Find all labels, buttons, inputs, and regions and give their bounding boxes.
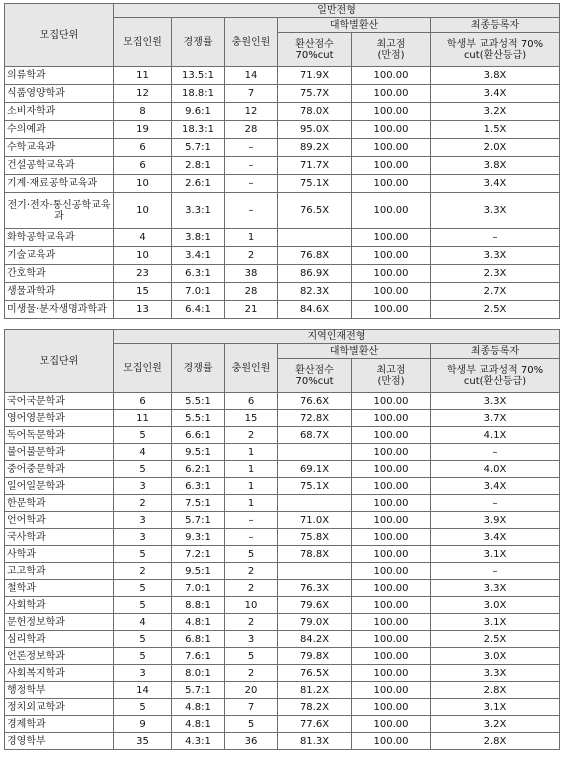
quota-cell: 10 bbox=[114, 193, 172, 229]
table-row bbox=[5, 444, 560, 461]
ratio-cell: 7.0:1 bbox=[172, 283, 225, 301]
grade-cut-cell: 3.0X bbox=[431, 597, 560, 614]
extra-cell: 1 bbox=[225, 495, 278, 512]
quota-cell: 10 bbox=[114, 247, 172, 265]
table-row bbox=[5, 427, 560, 444]
quota-cell: 8 bbox=[114, 103, 172, 121]
extra-cell: – bbox=[225, 139, 278, 157]
ratio-cell: 7.2:1 bbox=[172, 546, 225, 563]
admission-table-general bbox=[4, 3, 560, 319]
quota-cell: 5 bbox=[114, 631, 172, 648]
department-cell: 기술교육과 bbox=[5, 247, 114, 265]
table-row bbox=[5, 139, 560, 157]
ratio-cell: 9.5:1 bbox=[172, 444, 225, 461]
quota-cell: 4 bbox=[114, 614, 172, 631]
quota-cell: 13 bbox=[114, 301, 172, 319]
score-cut-cell: 76.8X bbox=[278, 247, 352, 265]
grade-cut-cell: 2.7X bbox=[431, 283, 560, 301]
extra-cell: 15 bbox=[225, 410, 278, 427]
score-cut-cell bbox=[278, 563, 352, 580]
grade-cut-cell: 3.4X bbox=[431, 85, 560, 103]
grade-cut-cell: 3.3X bbox=[431, 193, 560, 229]
grade-cut-cell: 3.2X bbox=[431, 103, 560, 121]
department-cell: 전기·전자·통신공학교육과 bbox=[5, 193, 114, 229]
ratio-cell: 3.3:1 bbox=[172, 193, 225, 229]
ratio-cell: 18.8:1 bbox=[172, 85, 225, 103]
extra-cell: – bbox=[225, 175, 278, 193]
extra-cell: 5 bbox=[225, 648, 278, 665]
extra-cell: – bbox=[225, 193, 278, 229]
max-score-cell: 100.00 bbox=[352, 529, 431, 546]
ratio-cell: 18.3:1 bbox=[172, 121, 225, 139]
extra-header: 충원인원 bbox=[225, 18, 278, 67]
ratio-header: 경쟁률 bbox=[172, 18, 225, 67]
ratio-cell: 5.5:1 bbox=[172, 410, 225, 427]
department-cell: 소비자학과 bbox=[5, 103, 114, 121]
extra-cell: 10 bbox=[225, 597, 278, 614]
department-cell: 건설공학교육과 bbox=[5, 157, 114, 175]
department-cell: 수학교육과 bbox=[5, 139, 114, 157]
grade-cut-cell: 3.9X bbox=[431, 512, 560, 529]
grade-cut-cell: 3.3X bbox=[431, 247, 560, 265]
ratio-header: 경쟁률 bbox=[172, 344, 225, 393]
grade-cut-cell: 3.3X bbox=[431, 665, 560, 682]
max-score-cell: 100.00 bbox=[352, 229, 431, 247]
extra-cell: 5 bbox=[225, 716, 278, 733]
max-score-cell: 100.00 bbox=[352, 139, 431, 157]
score-cut-cell: 71.0X bbox=[278, 512, 352, 529]
extra-cell: 1 bbox=[225, 444, 278, 461]
table-row bbox=[5, 682, 560, 699]
table-title: 일반전형 bbox=[114, 4, 560, 18]
ratio-cell: 2.6:1 bbox=[172, 175, 225, 193]
conversion-group-header: 대학별환산 bbox=[278, 18, 431, 33]
score-cut-cell: 81.3X bbox=[278, 733, 352, 750]
department-cell: 중어중문학과 bbox=[5, 461, 114, 478]
department-cell: 일어일문학과 bbox=[5, 478, 114, 495]
table-title: 지역인재전형 bbox=[114, 330, 560, 344]
max-score-cell: 100.00 bbox=[352, 103, 431, 121]
max-score-cell: 100.00 bbox=[352, 682, 431, 699]
table-row bbox=[5, 85, 560, 103]
table-row bbox=[5, 716, 560, 733]
table-row bbox=[5, 461, 560, 478]
quota-cell: 5 bbox=[114, 580, 172, 597]
table-row bbox=[5, 67, 560, 85]
max-score-cell: 100.00 bbox=[352, 410, 431, 427]
score-cut-cell: 76.6X bbox=[278, 393, 352, 410]
extra-cell: 20 bbox=[225, 682, 278, 699]
quota-cell: 12 bbox=[114, 85, 172, 103]
max-score-cell: 100.00 bbox=[352, 175, 431, 193]
score-cut-cell: 75.1X bbox=[278, 175, 352, 193]
department-cell: 미생물·분자생명과학과 bbox=[5, 301, 114, 319]
extra-cell: 1 bbox=[225, 478, 278, 495]
ratio-cell: 6.3:1 bbox=[172, 265, 225, 283]
score-cut-cell: 84.2X bbox=[278, 631, 352, 648]
table-row bbox=[5, 597, 560, 614]
department-cell: 식품영양학과 bbox=[5, 85, 114, 103]
table-row bbox=[5, 631, 560, 648]
grade-cut-cell: 3.4X bbox=[431, 478, 560, 495]
department-cell: 독어독문학과 bbox=[5, 427, 114, 444]
table-row bbox=[5, 283, 560, 301]
score-cut-cell: 72.8X bbox=[278, 410, 352, 427]
department-cell: 경제학과 bbox=[5, 716, 114, 733]
score-cut-header: 환산점수 70%cut bbox=[278, 359, 352, 393]
quota-cell: 23 bbox=[114, 265, 172, 283]
max-score-cell: 100.00 bbox=[352, 461, 431, 478]
quota-cell: 6 bbox=[114, 157, 172, 175]
grade-cut-cell: 3.8X bbox=[431, 67, 560, 85]
quota-cell: 6 bbox=[114, 139, 172, 157]
department-cell: 기계·재료공학교육과 bbox=[5, 175, 114, 193]
ratio-cell: 6.6:1 bbox=[172, 427, 225, 444]
table-row bbox=[5, 495, 560, 512]
extra-cell: 21 bbox=[225, 301, 278, 319]
max-score-cell: 100.00 bbox=[352, 193, 431, 229]
ratio-cell: 9.5:1 bbox=[172, 563, 225, 580]
score-cut-cell: 75.1X bbox=[278, 478, 352, 495]
department-cell: 정치외교학과 bbox=[5, 699, 114, 716]
quota-header: 모집인원 bbox=[114, 18, 172, 67]
quota-cell: 6 bbox=[114, 393, 172, 410]
extra-cell: 14 bbox=[225, 67, 278, 85]
grade-cut-header: 학생부 교과성적 70% cut(환산등급) bbox=[431, 359, 560, 393]
extra-cell: 2 bbox=[225, 614, 278, 631]
score-cut-cell: 78.2X bbox=[278, 699, 352, 716]
score-cut-cell: 69.1X bbox=[278, 461, 352, 478]
table-row bbox=[5, 193, 560, 229]
department-cell: 철학과 bbox=[5, 580, 114, 597]
department-cell: 고고학과 bbox=[5, 563, 114, 580]
table-row bbox=[5, 121, 560, 139]
score-cut-cell: 79.8X bbox=[278, 648, 352, 665]
extra-cell: 1 bbox=[225, 461, 278, 478]
quota-cell: 3 bbox=[114, 529, 172, 546]
extra-cell: 7 bbox=[225, 85, 278, 103]
quota-cell: 5 bbox=[114, 546, 172, 563]
max-score-header: 최고점 (만점) bbox=[352, 359, 431, 393]
max-score-cell: 100.00 bbox=[352, 283, 431, 301]
table-row bbox=[5, 580, 560, 597]
score-cut-cell: 75.8X bbox=[278, 529, 352, 546]
department-cell: 의류학과 bbox=[5, 67, 114, 85]
quota-header: 모집인원 bbox=[114, 344, 172, 393]
ratio-cell: 2.8:1 bbox=[172, 157, 225, 175]
ratio-cell: 6.4:1 bbox=[172, 301, 225, 319]
grade-cut-cell: 3.8X bbox=[431, 157, 560, 175]
score-cut-cell: 76.3X bbox=[278, 580, 352, 597]
ratio-cell: 5.7:1 bbox=[172, 139, 225, 157]
score-cut-cell bbox=[278, 495, 352, 512]
grade-cut-cell: 3.7X bbox=[431, 410, 560, 427]
score-cut-cell bbox=[278, 444, 352, 461]
grade-cut-cell: 3.3X bbox=[431, 580, 560, 597]
quota-cell: 11 bbox=[114, 67, 172, 85]
max-score-cell: 100.00 bbox=[352, 563, 431, 580]
max-score-cell: 100.00 bbox=[352, 716, 431, 733]
department-cell: 사학과 bbox=[5, 546, 114, 563]
grade-cut-cell: 3.2X bbox=[431, 716, 560, 733]
ratio-cell: 3.8:1 bbox=[172, 229, 225, 247]
max-score-cell: 100.00 bbox=[352, 512, 431, 529]
department-cell: 불어불문학과 bbox=[5, 444, 114, 461]
score-cut-cell bbox=[278, 229, 352, 247]
extra-cell: – bbox=[225, 529, 278, 546]
grade-cut-cell: 3.1X bbox=[431, 546, 560, 563]
extra-cell: 38 bbox=[225, 265, 278, 283]
max-score-cell: 100.00 bbox=[352, 444, 431, 461]
ratio-cell: 6.8:1 bbox=[172, 631, 225, 648]
department-cell: 생물과학과 bbox=[5, 283, 114, 301]
ratio-cell: 7.6:1 bbox=[172, 648, 225, 665]
grade-cut-cell: 2.8X bbox=[431, 733, 560, 750]
ratio-cell: 7.0:1 bbox=[172, 580, 225, 597]
score-cut-cell: 86.9X bbox=[278, 265, 352, 283]
quota-cell: 5 bbox=[114, 648, 172, 665]
table-row bbox=[5, 529, 560, 546]
extra-cell: 28 bbox=[225, 121, 278, 139]
table-row bbox=[5, 247, 560, 265]
ratio-cell: 4.8:1 bbox=[172, 614, 225, 631]
score-cut-cell: 95.0X bbox=[278, 121, 352, 139]
grade-cut-cell: 3.1X bbox=[431, 614, 560, 631]
max-score-cell: 100.00 bbox=[352, 67, 431, 85]
department-cell: 국어국문학과 bbox=[5, 393, 114, 410]
max-score-cell: 100.00 bbox=[352, 478, 431, 495]
quota-cell: 5 bbox=[114, 427, 172, 444]
score-cut-cell: 71.9X bbox=[278, 67, 352, 85]
conversion-group-header: 대학별환산 bbox=[278, 344, 431, 359]
grade-cut-cell: 3.4X bbox=[431, 529, 560, 546]
table-row bbox=[5, 665, 560, 682]
grade-cut-cell: 2.0X bbox=[431, 139, 560, 157]
ratio-cell: 8.0:1 bbox=[172, 665, 225, 682]
final-enrollee-header: 최종등록자 bbox=[431, 18, 560, 33]
extra-cell: 6 bbox=[225, 393, 278, 410]
score-cut-cell: 76.5X bbox=[278, 193, 352, 229]
score-cut-cell: 81.2X bbox=[278, 682, 352, 699]
quota-cell: 14 bbox=[114, 682, 172, 699]
department-cell: 사회학과 bbox=[5, 597, 114, 614]
department-cell: 문헌정보학과 bbox=[5, 614, 114, 631]
grade-cut-header: 학생부 교과성적 70% cut(환산등급) bbox=[431, 33, 560, 67]
grade-cut-cell: 3.0X bbox=[431, 648, 560, 665]
score-cut-cell: 84.6X bbox=[278, 301, 352, 319]
grade-cut-cell: 3.4X bbox=[431, 175, 560, 193]
department-cell: 사회복지학과 bbox=[5, 665, 114, 682]
table-row bbox=[5, 699, 560, 716]
quota-cell: 3 bbox=[114, 478, 172, 495]
ratio-cell: 6.3:1 bbox=[172, 478, 225, 495]
max-score-cell: 100.00 bbox=[352, 301, 431, 319]
quota-cell: 4 bbox=[114, 444, 172, 461]
max-score-cell: 100.00 bbox=[352, 614, 431, 631]
score-cut-cell: 79.6X bbox=[278, 597, 352, 614]
max-score-cell: 100.00 bbox=[352, 495, 431, 512]
table-row bbox=[5, 546, 560, 563]
quota-cell: 10 bbox=[114, 175, 172, 193]
ratio-cell: 5.7:1 bbox=[172, 512, 225, 529]
quota-cell: 19 bbox=[114, 121, 172, 139]
score-cut-cell: 78.8X bbox=[278, 546, 352, 563]
department-cell: 언론정보학과 bbox=[5, 648, 114, 665]
department-cell: 국사학과 bbox=[5, 529, 114, 546]
grade-cut-cell: – bbox=[431, 229, 560, 247]
ratio-cell: 4.8:1 bbox=[172, 716, 225, 733]
max-score-cell: 100.00 bbox=[352, 247, 431, 265]
ratio-cell: 7.5:1 bbox=[172, 495, 225, 512]
extra-cell: 2 bbox=[225, 580, 278, 597]
table-row bbox=[5, 393, 560, 410]
table-row bbox=[5, 648, 560, 665]
grade-cut-cell: 2.5X bbox=[431, 301, 560, 319]
quota-cell: 5 bbox=[114, 461, 172, 478]
score-cut-header: 환산점수 70%cut bbox=[278, 33, 352, 67]
department-cell: 간호학과 bbox=[5, 265, 114, 283]
extra-cell: 28 bbox=[225, 283, 278, 301]
department-cell: 심리학과 bbox=[5, 631, 114, 648]
grade-cut-cell: – bbox=[431, 444, 560, 461]
department-cell: 경영학부 bbox=[5, 733, 114, 750]
max-score-cell: 100.00 bbox=[352, 157, 431, 175]
quota-cell: 5 bbox=[114, 699, 172, 716]
unit-header: 모집단위 bbox=[5, 4, 114, 67]
extra-cell: 2 bbox=[225, 427, 278, 444]
ratio-cell: 4.8:1 bbox=[172, 699, 225, 716]
grade-cut-cell: 4.0X bbox=[431, 461, 560, 478]
quota-cell: 3 bbox=[114, 512, 172, 529]
score-cut-cell: 75.7X bbox=[278, 85, 352, 103]
table-row bbox=[5, 614, 560, 631]
max-score-cell: 100.00 bbox=[352, 665, 431, 682]
ratio-cell: 13.5:1 bbox=[172, 67, 225, 85]
max-score-cell: 100.00 bbox=[352, 733, 431, 750]
table-row bbox=[5, 301, 560, 319]
max-score-cell: 100.00 bbox=[352, 631, 431, 648]
grade-cut-cell: 4.1X bbox=[431, 427, 560, 444]
quota-cell: 15 bbox=[114, 283, 172, 301]
table-row bbox=[5, 410, 560, 427]
department-cell: 언어학과 bbox=[5, 512, 114, 529]
max-score-cell: 100.00 bbox=[352, 699, 431, 716]
quota-cell: 11 bbox=[114, 410, 172, 427]
extra-cell: 5 bbox=[225, 546, 278, 563]
table-row bbox=[5, 563, 560, 580]
extra-header: 충원인원 bbox=[225, 344, 278, 393]
ratio-cell: 8.8:1 bbox=[172, 597, 225, 614]
extra-cell: 1 bbox=[225, 229, 278, 247]
grade-cut-cell: 3.1X bbox=[431, 699, 560, 716]
final-enrollee-header: 최종등록자 bbox=[431, 344, 560, 359]
ratio-cell: 5.5:1 bbox=[172, 393, 225, 410]
score-cut-cell: 79.0X bbox=[278, 614, 352, 631]
ratio-cell: 3.4:1 bbox=[172, 247, 225, 265]
table-row bbox=[5, 175, 560, 193]
max-score-header: 최고점 (만점) bbox=[352, 33, 431, 67]
score-cut-cell: 77.6X bbox=[278, 716, 352, 733]
quota-cell: 2 bbox=[114, 563, 172, 580]
ratio-cell: 5.7:1 bbox=[172, 682, 225, 699]
department-cell: 화학공학교육과 bbox=[5, 229, 114, 247]
grade-cut-cell: – bbox=[431, 563, 560, 580]
table-row bbox=[5, 103, 560, 121]
score-cut-cell: 82.3X bbox=[278, 283, 352, 301]
max-score-cell: 100.00 bbox=[352, 597, 431, 614]
score-cut-cell: 68.7X bbox=[278, 427, 352, 444]
score-cut-cell: 89.2X bbox=[278, 139, 352, 157]
unit-header: 모집단위 bbox=[5, 330, 114, 393]
ratio-cell: 9.6:1 bbox=[172, 103, 225, 121]
admission-table-regional bbox=[4, 329, 560, 750]
max-score-cell: 100.00 bbox=[352, 85, 431, 103]
quota-cell: 4 bbox=[114, 229, 172, 247]
max-score-cell: 100.00 bbox=[352, 427, 431, 444]
score-cut-cell: 76.5X bbox=[278, 665, 352, 682]
ratio-cell: 6.2:1 bbox=[172, 461, 225, 478]
extra-cell: 7 bbox=[225, 699, 278, 716]
table-row bbox=[5, 512, 560, 529]
grade-cut-cell: 2.5X bbox=[431, 631, 560, 648]
table-row bbox=[5, 229, 560, 247]
department-cell: 한문학과 bbox=[5, 495, 114, 512]
extra-cell: – bbox=[225, 157, 278, 175]
max-score-cell: 100.00 bbox=[352, 546, 431, 563]
extra-cell: 2 bbox=[225, 247, 278, 265]
quota-cell: 5 bbox=[114, 597, 172, 614]
quota-cell: 3 bbox=[114, 665, 172, 682]
max-score-cell: 100.00 bbox=[352, 265, 431, 283]
extra-cell: 12 bbox=[225, 103, 278, 121]
extra-cell: 2 bbox=[225, 563, 278, 580]
table-row bbox=[5, 478, 560, 495]
quota-cell: 35 bbox=[114, 733, 172, 750]
max-score-cell: 100.00 bbox=[352, 648, 431, 665]
max-score-cell: 100.00 bbox=[352, 580, 431, 597]
quota-cell: 9 bbox=[114, 716, 172, 733]
score-cut-cell: 71.7X bbox=[278, 157, 352, 175]
extra-cell: 3 bbox=[225, 631, 278, 648]
department-cell: 수의예과 bbox=[5, 121, 114, 139]
extra-cell: 2 bbox=[225, 665, 278, 682]
grade-cut-cell: 2.8X bbox=[431, 682, 560, 699]
department-cell: 영어영문학과 bbox=[5, 410, 114, 427]
table-row bbox=[5, 733, 560, 750]
grade-cut-cell: 1.5X bbox=[431, 121, 560, 139]
extra-cell: – bbox=[225, 512, 278, 529]
table-row bbox=[5, 157, 560, 175]
quota-cell: 2 bbox=[114, 495, 172, 512]
department-cell: 행정학부 bbox=[5, 682, 114, 699]
max-score-cell: 100.00 bbox=[352, 393, 431, 410]
max-score-cell: 100.00 bbox=[352, 121, 431, 139]
grade-cut-cell: – bbox=[431, 495, 560, 512]
table-row bbox=[5, 265, 560, 283]
extra-cell: 36 bbox=[225, 733, 278, 750]
ratio-cell: 4.3:1 bbox=[172, 733, 225, 750]
ratio-cell: 9.3:1 bbox=[172, 529, 225, 546]
grade-cut-cell: 2.3X bbox=[431, 265, 560, 283]
grade-cut-cell: 3.3X bbox=[431, 393, 560, 410]
score-cut-cell: 78.0X bbox=[278, 103, 352, 121]
